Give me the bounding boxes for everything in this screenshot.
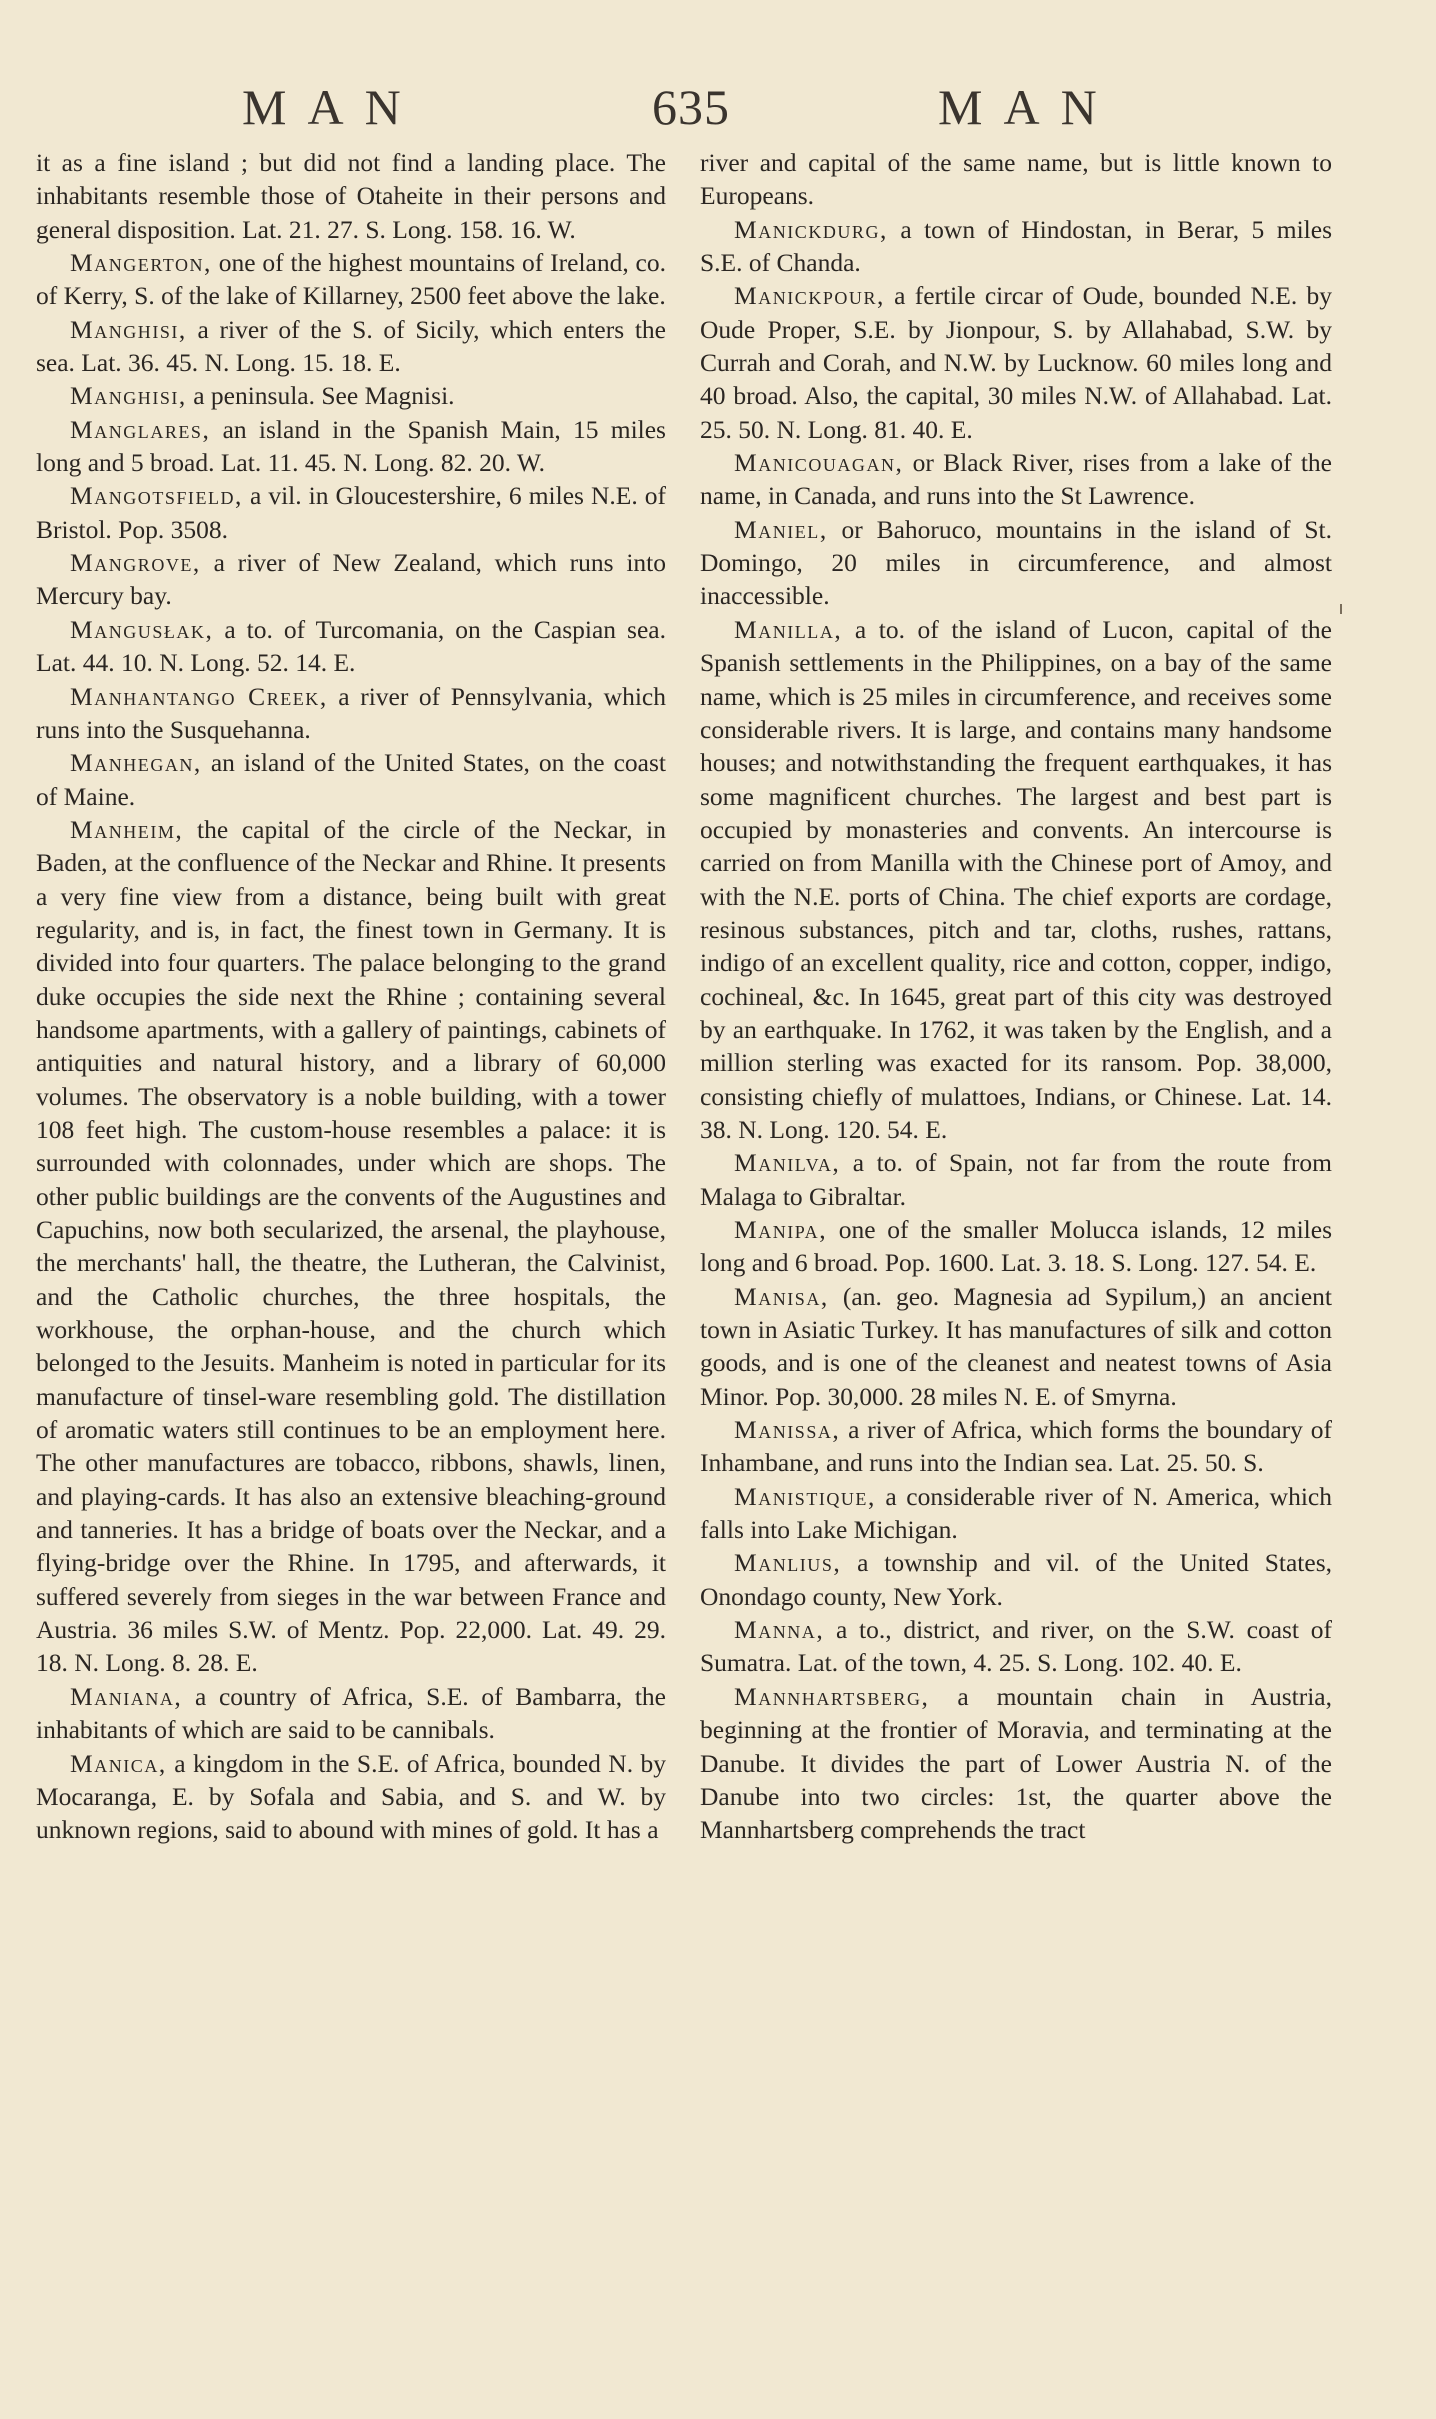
entry-text: river and capital of the same name, but is little known to Europeans.	[700, 148, 1332, 211]
entry-text: or Bahoruco, mountains in the island of St. Domingo, 20 miles in circumference, and almost inaccessible.	[700, 514, 1332, 611]
entry-text: the capital of the circle of the Neckar, in Baden, at the confluence of the Neckar and Rhine. It presents a very fine view from a distance, being built with great regularity, and is, in fact, the finest town in Germany. It is divided into four quarters. The palace belonging to the grand duke occupies the side next the Rhine ; containing several handsome apartments, with a gallery of paintings, cabinets of antiquities and natural history, and a library of 60,000 volumes. The observatory is a noble building, with a tower 108 feet high. The custom-house resembles a palace: it is surrounded with colonnades, under which are shops. The other public buildings are the convents of the Augustines and Capuchins, now both secularized, the arsenal, the playhouse, the merchants' hall, the theatre, the Lutheran, the Calvinist, and the Catholic churches, the three hospitals, the workhouse, the orphan-house, and the church which belonged to the Jesuits. Manheim is noted in particular for its manufacture of tinsel-ware resembling gold. The distillation of aromatic waters still continues to be an employment here. The other manufactures are tobacco, ribbons, shawls, linen, and playing-cards. It has also an extensive bleaching-ground and tanneries. It has a bridge of boats over the Neckar, and a flying-bridge over the Rhine. In 1795, and afterwards, it suffered severely from sieges in the war between France and Austria. 36 miles S.W. of Mentz. Pop. 22,000. Lat. 49. 29. 18. N. Long. 8. 28. E.	[36, 814, 666, 1678]
entry-text: a vil. in Gloucestershire, 6 miles N.E. of Bristol. Pop. 3508.	[36, 481, 666, 544]
entry-text: a river of the S. of Sicily, which enters the sea. Lat. 36. 45. N. Long. 15. 18. E.	[36, 314, 666, 378]
entry-text: an island of the United States, on the coast of Maine.	[36, 748, 666, 811]
gazetteer-entry	[700, 1213, 1332, 1280]
gazetteer-entry	[36, 246, 666, 313]
continued-entry	[36, 146, 666, 246]
entry-headword: Manheim,	[70, 814, 184, 844]
gazetteer-entry	[36, 1747, 666, 1847]
gazetteer-entry	[700, 279, 1332, 446]
entry-headword: Mannhartsberg,	[734, 1681, 930, 1711]
entry-text: a considerable river of N. America, which falls into Lake Michigan.	[700, 1481, 1332, 1545]
entry-headword: Manica,	[70, 1748, 167, 1778]
gazetteer-entry	[700, 613, 1332, 1147]
entry-headword: Manhegan,	[70, 748, 202, 778]
running-head-left: MAN	[242, 79, 422, 135]
entry-text: an island in the Spanish Main, 15 miles long and 5 broad. Lat. 11. 45. N. Long. 82. 20. W.	[36, 414, 666, 478]
gazetteer-entry	[36, 313, 666, 380]
entry-text: a to. of Turcomania, on the Caspian sea. Lat. 44. 10. N. Long. 52. 14. E.	[36, 614, 666, 678]
print-speck	[1340, 604, 1342, 614]
entry-text: (an. geo. Magnesia ad Sypilum,) an ancient town in Asiatic Turkey. It has manufactures of silk and cotton goods, and is one of the cleanest and neatest towns of Asia Minor. Pop. 30,000. 28 miles N. E. of Smyrna.	[700, 1281, 1332, 1411]
gazetteer-entry	[700, 1480, 1332, 1547]
gazetteer-entry	[700, 513, 1332, 613]
gazetteer-entry	[36, 546, 666, 613]
entry-text: a river of Pennsylvania, which runs into the Susquehanna.	[36, 681, 666, 744]
gazetteer-entry	[700, 1280, 1332, 1413]
entry-text: a country of Africa, S.E. of Bambarra, the inhabitants of which are said to be cannibals.	[36, 1681, 666, 1745]
gazetteer-entry	[36, 613, 666, 680]
entry-text: a to., district, and river, on the S.W. coast of Sumatra. Lat. of the town, 4. 25. S. Long. 102. 40. E.	[700, 1615, 1332, 1678]
entry-headword: Manicouagan,	[734, 448, 904, 478]
page-number: 635	[652, 79, 730, 135]
gazetteer-entry	[700, 1146, 1332, 1213]
gazetteer-entry	[36, 813, 666, 1680]
entry-headword: Mangusłak,	[70, 614, 214, 644]
gazetteer-entry	[700, 1680, 1332, 1847]
entry-headword: Mangotsfield,	[70, 481, 243, 511]
entry-text: or Black River, rises from a lake of the name, in Canada, and runs into the St Lawrence.	[700, 448, 1332, 511]
entry-text: a kingdom in the S.E. of Africa, bounded N. by Mocaranga, E. by Sofala and Sabia, and S. and W. by unknown regions, said to abound with mines of gold. It has a	[36, 1748, 666, 1845]
gazetteer-entry	[36, 479, 666, 546]
gazetteer-entry	[36, 1680, 666, 1747]
entry-text: a peninsula. See Magnisi.	[186, 381, 455, 411]
entry-text: a township and vil. of the United States, Onondago county, New York.	[700, 1548, 1332, 1611]
entry-text: a river of Africa, which forms the boundary of Inhambane, and runs into the Indian sea. Lat. 25. 50. S.	[700, 1415, 1332, 1478]
entry-text: a fertile circar of Oude, bounded N.E. by Oude Proper, S.E. by Jionpour, S. by Allahabad, S.W. by Currah and Corah, and N.W. by Lucknow. 60 miles long and 40 broad. Also, the capital, 30 miles N.W. of Allahabad. Lat. 25. 50. N. Long. 81. 40. E.	[700, 281, 1332, 444]
entry-text: a mountain chain in Austria, beginning at the frontier of Moravia, and terminating at the Danube. It divides the part of Lower Austria N. of the Danube into two circles: 1st, the quarter above the Mannhartsberg comprehends the tract	[700, 1681, 1332, 1845]
entry-headword: Manglares,	[70, 414, 211, 444]
gazetteer-entry	[700, 1613, 1332, 1680]
gazetteer-entry	[700, 1413, 1332, 1480]
entry-text: one of the highest mountains of Ireland, co. of Kerry, S. of the lake of Killarney, 2500 feet above the lake.	[36, 248, 666, 311]
left-column	[36, 146, 666, 1847]
gazetteer-entry	[36, 413, 666, 480]
entry-text: a river of New Zealand, which runs into Mercury bay.	[36, 548, 666, 611]
gazetteer-entry	[36, 746, 666, 813]
entry-headword: Mangerton,	[70, 248, 212, 278]
entry-headword: Maniana,	[70, 1681, 183, 1711]
entry-headword: Manhantango Creek,	[70, 681, 328, 711]
running-head-right: MAN	[938, 79, 1118, 135]
entry-headword: Manipa,	[734, 1215, 828, 1244]
entry-headword: Manissa,	[734, 1415, 841, 1445]
entry-headword: Manilva,	[734, 1148, 841, 1178]
right-column	[700, 146, 1332, 1847]
entry-headword: Manickpour,	[734, 281, 885, 311]
entry-text: a town of Hindostan, in Berar, 5 miles S.E. of Chanda.	[700, 214, 1332, 278]
entry-headword: Mangrove,	[70, 548, 201, 578]
entry-headword: Manilla,	[734, 614, 843, 644]
entry-headword: Maniel,	[734, 514, 828, 544]
entry-text: a to. of the island of Lucon, capital of the Spanish settlements in the Philippines, on a bay of the same name, which is 25 miles in circumference, and receives some considerable rivers. It is large, and contains many handsome houses; and notwithstanding the frequent earthquakes, it has some magnificent churches. The largest and best part is occupied by monasteries and convents. An intercourse is carried on from Manilla with the Chinese port of Amoy, and with the N.E. ports of China. The chief exports are cordage, resinous substances, pitch and tar, cloths, rushes, rattans, indigo of an excellent quality, rice and cotton, copper, indigo, cochineal, &c. In 1645, great part of this city was destroyed by an earthquake. In 1762, it was taken by the English, and a million sterling was exacted for its ransom. Pop. 38,000, consisting chiefly of mulattoes, Indians, or Chinese. Lat. 14. 38. N. Long. 120. 54. E.	[700, 614, 1332, 1144]
entry-headword: Manna,	[734, 1615, 825, 1645]
entry-headword: Manghisi,	[70, 381, 187, 411]
entry-text: one of the smaller Molucca islands, 12 miles long and 6 broad. Pop. 1600. Lat. 3. 18. S. Long. 127. 54. E.	[700, 1215, 1332, 1278]
gazetteer-entry	[700, 213, 1332, 280]
entry-headword: Manlius,	[734, 1548, 842, 1578]
continued-entry	[700, 146, 1332, 213]
entry-text: it as a fine island ; but did not find a landing place. The inhabitants resemble those of Otaheite in their persons and general disposition. Lat. 21. 27. S. Long. 158. 16. W.	[36, 148, 666, 244]
gazetteer-entry	[36, 379, 666, 412]
running-head	[0, 78, 1436, 138]
entry-headword: Manisa,	[734, 1281, 829, 1311]
entry-headword: Manistique,	[734, 1481, 876, 1511]
entry-headword: Manghisi,	[70, 314, 187, 344]
entry-text: a to. of Spain, not far from the route from Malaga to Gibraltar.	[700, 1148, 1332, 1211]
entry-headword: Manickdurg,	[734, 214, 888, 244]
gazetteer-entry	[700, 1546, 1332, 1613]
gazetteer-entry	[36, 680, 666, 747]
gazetteer-entry	[700, 446, 1332, 513]
